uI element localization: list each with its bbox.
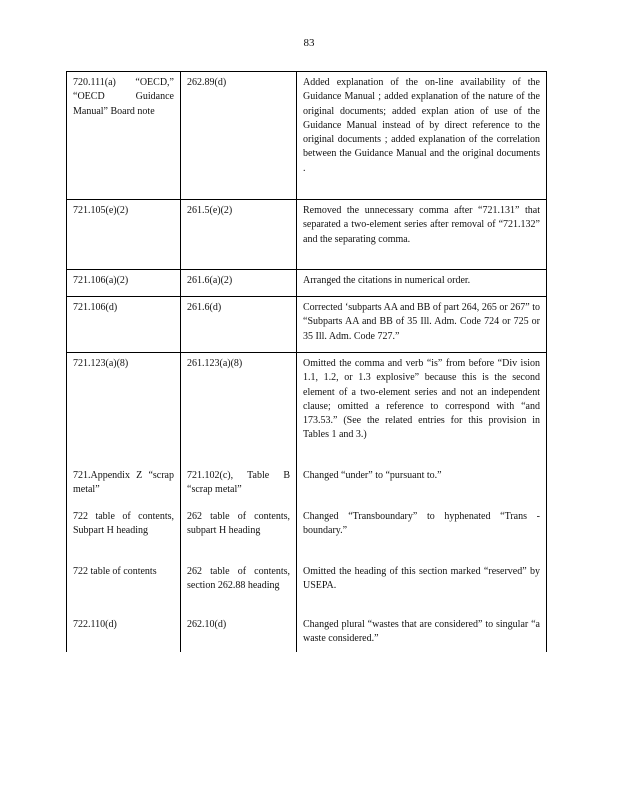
- federal-source-cell: 262 table of contents, subpart H heading: [181, 506, 297, 561]
- table-row: [67, 200, 547, 270]
- federal-source-cell: 261.6(a)(2): [181, 270, 297, 297]
- illinois-section-cell: 721.123(a)(8): [67, 353, 181, 465]
- illinois-section-cell: 721.106(d): [67, 297, 181, 353]
- table-row: [67, 353, 547, 465]
- revision-note-cell: Corrected ‘subparts AA and BB of part 264, 265 or 267” to “Subparts AA and BB of 35 Ill. Adm. Code 724 or 725 or 35 Ill. Adm. Code 727.”: [297, 297, 547, 353]
- federal-source-cell: 261.123(a)(8): [181, 353, 297, 465]
- table-row: [67, 614, 547, 653]
- table-row: [67, 72, 547, 200]
- illinois-section-cell: 722.110(d): [67, 614, 181, 653]
- illinois-section-cell: 722 table of contents, Subpart H heading: [67, 506, 181, 561]
- table-row: [67, 465, 547, 506]
- revision-note-cell: Changed “Transboundary” to hyphenated “Trans -boundary.”: [297, 506, 547, 561]
- page-number: 83: [303, 37, 315, 49]
- revision-note-cell: Omitted the comma and verb “is” from before “Div ision 1.1, 1.2, or 1.3 explosive” because this is the second element of a two-element series and not an independent clause; omitted a reference to correspond with “and 173.53.” (See the related entries for this provision in Tables 1 and 3.): [297, 353, 547, 465]
- table-row: [67, 270, 547, 297]
- illinois-section-cell: 721.105(e)(2): [67, 200, 181, 270]
- federal-source-cell: 261.5(e)(2): [181, 200, 297, 270]
- table-row: [67, 297, 547, 353]
- table-row: [67, 561, 547, 614]
- revision-note-cell: Omitted the heading of this section marked “reserved” by USEPA.: [297, 561, 547, 614]
- federal-source-cell: 261.6(d): [181, 297, 297, 353]
- federal-source-cell: 262 table of contents, section 262.88 heading: [181, 561, 297, 614]
- revision-note-cell: Changed “under” to “pursuant to.”: [297, 465, 547, 506]
- federal-source-cell: 721.102(c), Table B “scrap metal”: [181, 465, 297, 506]
- federal-source-cell: 262.10(d): [181, 614, 297, 653]
- revision-note-cell: Changed plural “wastes that are considered” to singular “a waste considered.”: [297, 614, 547, 653]
- table-row: [67, 506, 547, 561]
- illinois-section-cell: 720.111(a) “OECD,” “OECD Guidance Manual” Board note: [67, 72, 181, 200]
- revision-note-cell: Arranged the citations in numerical order.: [297, 270, 547, 297]
- illinois-section-cell: 722 table of contents: [67, 561, 181, 614]
- federal-source-cell: 262.89(d): [181, 72, 297, 200]
- illinois-section-cell: 721.Appendix Z “scrap metal”: [67, 465, 181, 506]
- correlation-table: [66, 71, 547, 652]
- revision-note-cell: Added explanation of the on-line availability of the Guidance Manual ; added explanation of the nature of the original documents; added explan ation of use of the Guidance Manual instead of by direct reference to the original documents ; added explanation of the correlation between the Guidance Manual and the original documents .: [297, 72, 547, 200]
- illinois-section-cell: 721.106(a)(2): [67, 270, 181, 297]
- revision-note-cell: Removed the unnecessary comma after “721.131” that separated a two-element series after removal of “721.132” and the separating comma.: [297, 200, 547, 270]
